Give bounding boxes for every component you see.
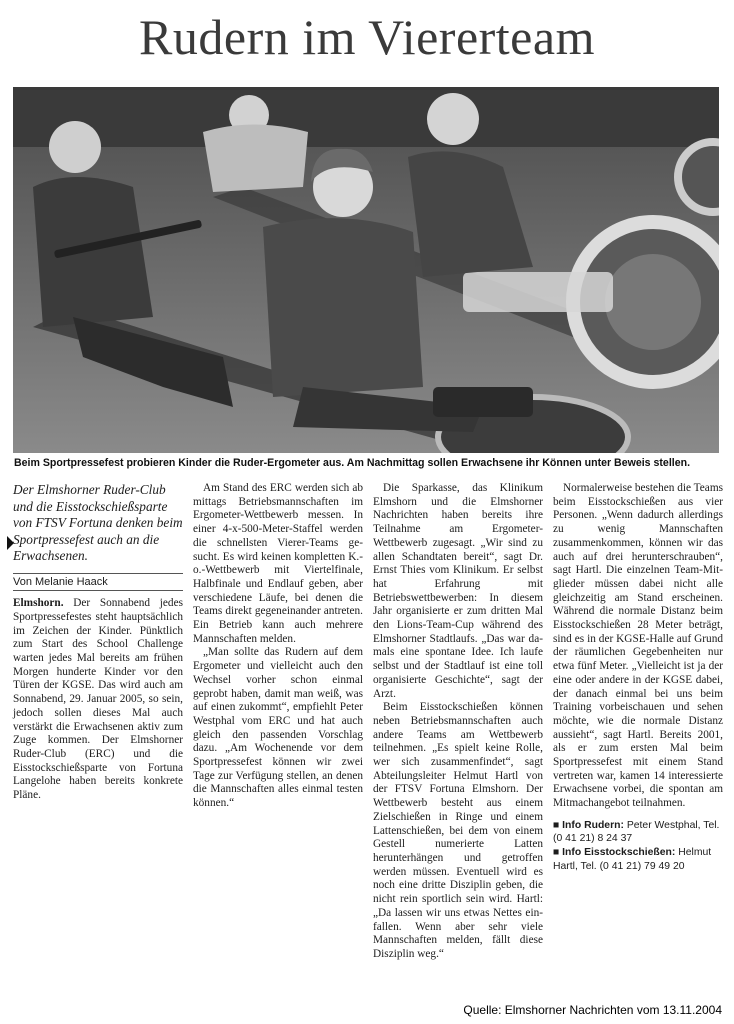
headline: Rudern im Viererteam xyxy=(139,9,595,65)
info-rudern xyxy=(553,819,723,846)
column-1 xyxy=(13,482,183,803)
paragraph: Normalerweise bestehen die Teams beim Eisstockschießen aus vier Personen. „Wenn dadurch allerdings zu wenig Mannschaften zusammenkommen, können wir das auch auf drei herunterschrauben“, sagt Hartl. Die einzelnen Team-Mitglieder müssen dabei nicht alle gleichzeitig am Stand erscheinen. Während die normale Distanz beim Eisstockschießen 28 Meter beträgt, sind es in der KGSE-Halle auf Grund der räumlichen Gegebenheiten nur etwa fünf Meter. „Vielleicht ist ja der eine oder andere in der KGSE dabei, der danach einmal bei uns beim Training vorbeischauen und sehen möchte, wie die normale Distanz aussieht“, sagt Hartl. Bereits 2001, als er zum ersten Mal beim Sportpressefest mit einem Stand vertreten war, kamen 14 interessierte Erwachsene vorbei, die spontan am Mitmachangebot teilnahmen. xyxy=(553,482,723,810)
info-label: Info Eisstockschießen: xyxy=(562,847,676,859)
byline: Von Melanie Haack xyxy=(13,573,183,592)
paragraph: Beim Eisstockschießen können neben Betriebsmannschaften auch andere Teams am Wettbewerb teilnehmen. „Es spielt keine Rolle, wer sich zusammenfindet“, sagt Abteilungsleiter Helmut Hartl von der FTSV Fortuna Elmshorn. Der Wettbewerb besteht aus einem Zielschießen in Ringe und einem Lattenschießen, bei dem von einem Gestell numerierte Latten herunterhängen und getroffen werden müssen. Eventuell wird es noch eine dritte Disziplin geben, die nicht rein sportlich sein wird. Hartl: „Da lassen wir uns etwas Nettes einfallen. Wenn aber sehr viele Mannschaften melden, fällt diese Disziplin weg.“ xyxy=(373,701,543,960)
article-photo xyxy=(13,87,719,453)
paragraph: „Man sollte das Rudern auf dem Ergometer und vielleicht auch den Wechsel vorher schon einmal geprobt haben, damit man weiß, was auf einen zukommt“, empfiehlt Peter Westphal vom ERC und hat auch gleich den passenden Vorschlag dazu. „Am Wochenende vor dem Sportpressefest können wir zwei Tage zur Verfügung stellen, an denen die Mannschaften alles einmal testen können.“ xyxy=(193,646,363,810)
info-text: Peter Westphal, Tel. (0 41 21) 8 24 37 xyxy=(553,819,720,845)
dateline: Elmshorn. xyxy=(13,597,64,610)
paragraph xyxy=(13,597,183,803)
article-lead: Der Elmshorner Ruder-Club und die Eisstockschießsparte von FTSV Fortuna denken beim Sportpressefest auch an die Erwachsenen. xyxy=(13,482,183,563)
info-eisstock xyxy=(553,846,723,873)
column-3 xyxy=(373,482,543,962)
column-4 xyxy=(553,482,723,873)
paragraph-text: Der Sonnabend jedes Sportpressefestes steht hauptsächlich im Zeichen der Kinder. Pünktlich zum Start des School Challenge warten jedes Mal bereits am frühen Morgen hunderte Kinder vor den Türen der KGSE. Das wird auch am Sonnabend, 29. Januar 2005, so sein, jedoch sollen dieses Mal auch verstärkt die Erwachsenen aktiv zum Zuge kommen. Der Elmshorner Ruder-Club (ERC) und die Eisstockschießsparte von Fortuna Langelohe haben bereits konkrete Pläne. xyxy=(13,597,183,802)
photo-caption: Beim Sportpressefest probieren Kinder die Ruder-Ergometer aus. Am Nachmittag sollen Erwachsene ihr Können unter Beweis stellen. xyxy=(14,457,691,469)
source-note: Quelle: Elmshorner Nachrichten vom 13.11.2004 xyxy=(463,1003,722,1017)
paragraph: Am Stand des ERC werden sich ab mittags Betriebsmannschaften im Ergometer-Wettbewerb messen. In einer 4-x-500-Meter-Staffel werden die schnellsten Vierer-Teams gesucht. Es wird keinen kompletten K.-o.-Wettbewerb mit Viertelfinale, Halbfinale und Endlauf geben, aber verschiedene Läufe, bei denen die Teams direkt gegeneinander antreten. Ein Betrieb kann auch mehrere Mannschaften melden. xyxy=(193,482,363,645)
paragraph: Die Sparkasse, das Klinikum Elmshorn und die Elmshorner Nachrichten haben bereits ihre Teilnahme am Ergometer-Wettbewerb zugesagt. „Wir sind zu allen Schandtaten bereit“, sagt Dr. Ernst Thies vom Klinikum. Er selbst hat Erfahrung mit Betriebswettbewerben: In diesem Jahr organisierte er zum dritten Mal den Lions-Team-Cup während des Elmshorner Stadtlaufs. „Das war damals eine spontane Idee. Ich laufe selbst und der Stadtlauf ist eine toll organisierte Geschichte“, sagt der Arzt. xyxy=(373,482,543,700)
column-2 xyxy=(193,482,363,811)
bullet-icon: ■ xyxy=(553,819,560,831)
info-label: Info Rudern: xyxy=(562,819,624,831)
bullet-icon: ■ xyxy=(553,847,560,859)
rowing-kids-photo xyxy=(13,87,719,453)
info-text: Helmut Hartl, Tel. (0 41 21) 79 49 20 xyxy=(553,847,712,872)
